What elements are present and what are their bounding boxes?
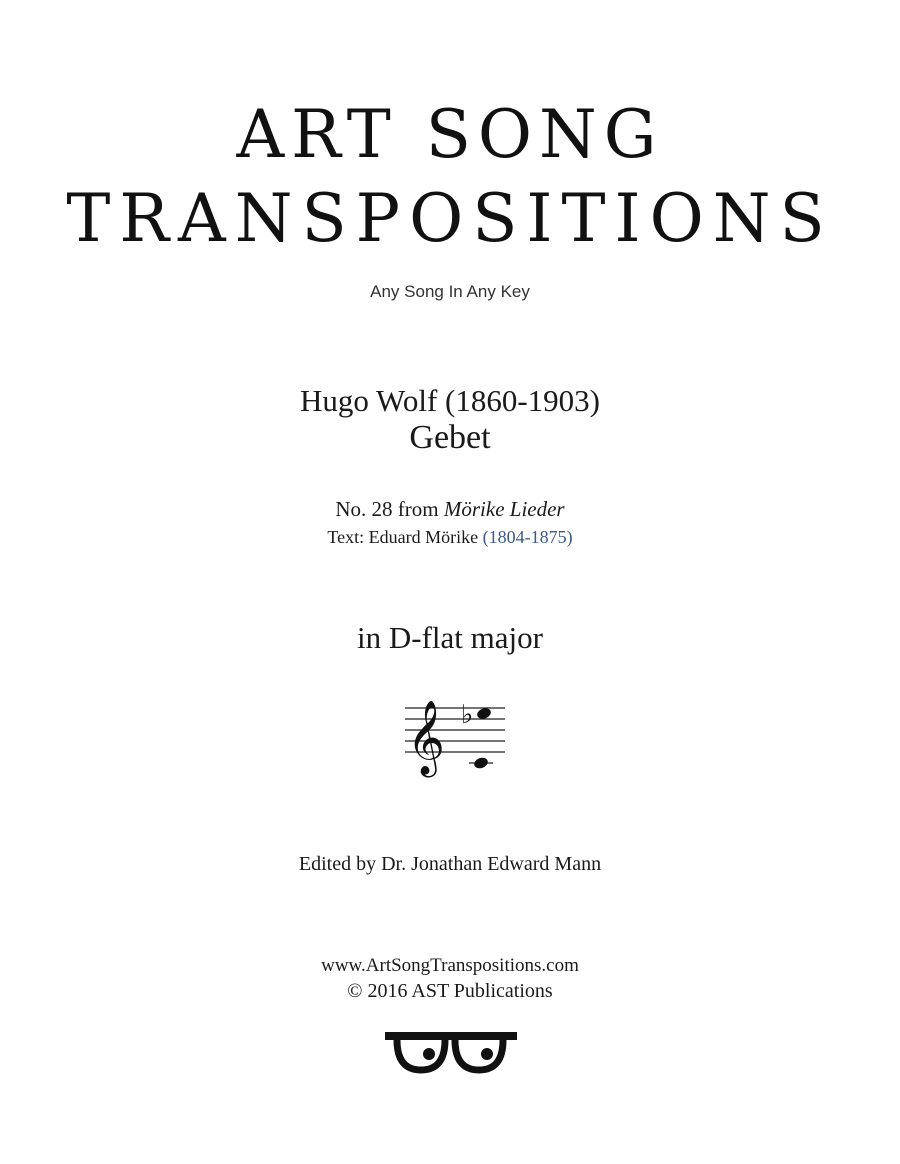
key-label: in D-flat major: [357, 620, 543, 655]
brand-title-line-1: ART SONG: [236, 96, 664, 173]
song-title: Gebet: [409, 419, 491, 456]
brand-title-line-2: TRANSPOSITIONS: [66, 180, 834, 257]
text-credit-author: Text: Eduard Mörike: [327, 527, 483, 547]
editor-credit: Edited by Dr. Jonathan Edward Mann: [298, 853, 602, 875]
work-collection-title: Mörike Lieder: [443, 497, 565, 521]
work-source: [0, 497, 900, 522]
treble-clef-range-staff-icon: [395, 683, 515, 783]
text-credit: [0, 527, 900, 548]
website-url: www.ArtSongTranspositions.com: [321, 955, 579, 976]
copyright-notice: © 2016 AST Publications: [347, 980, 553, 1002]
composer-name: Hugo Wolf (1860-1903): [299, 383, 600, 418]
ast-publisher-logo-icon: [383, 1030, 519, 1074]
brand-tagline: Any Song In Any Key: [370, 282, 530, 301]
svg-text:𝄞: 𝄞: [407, 701, 445, 775]
svg-text:♭: ♭: [461, 700, 474, 730]
work-source-prefix: No. 28 from: [335, 497, 444, 521]
text-credit-dates: (1804-1875): [482, 527, 573, 547]
